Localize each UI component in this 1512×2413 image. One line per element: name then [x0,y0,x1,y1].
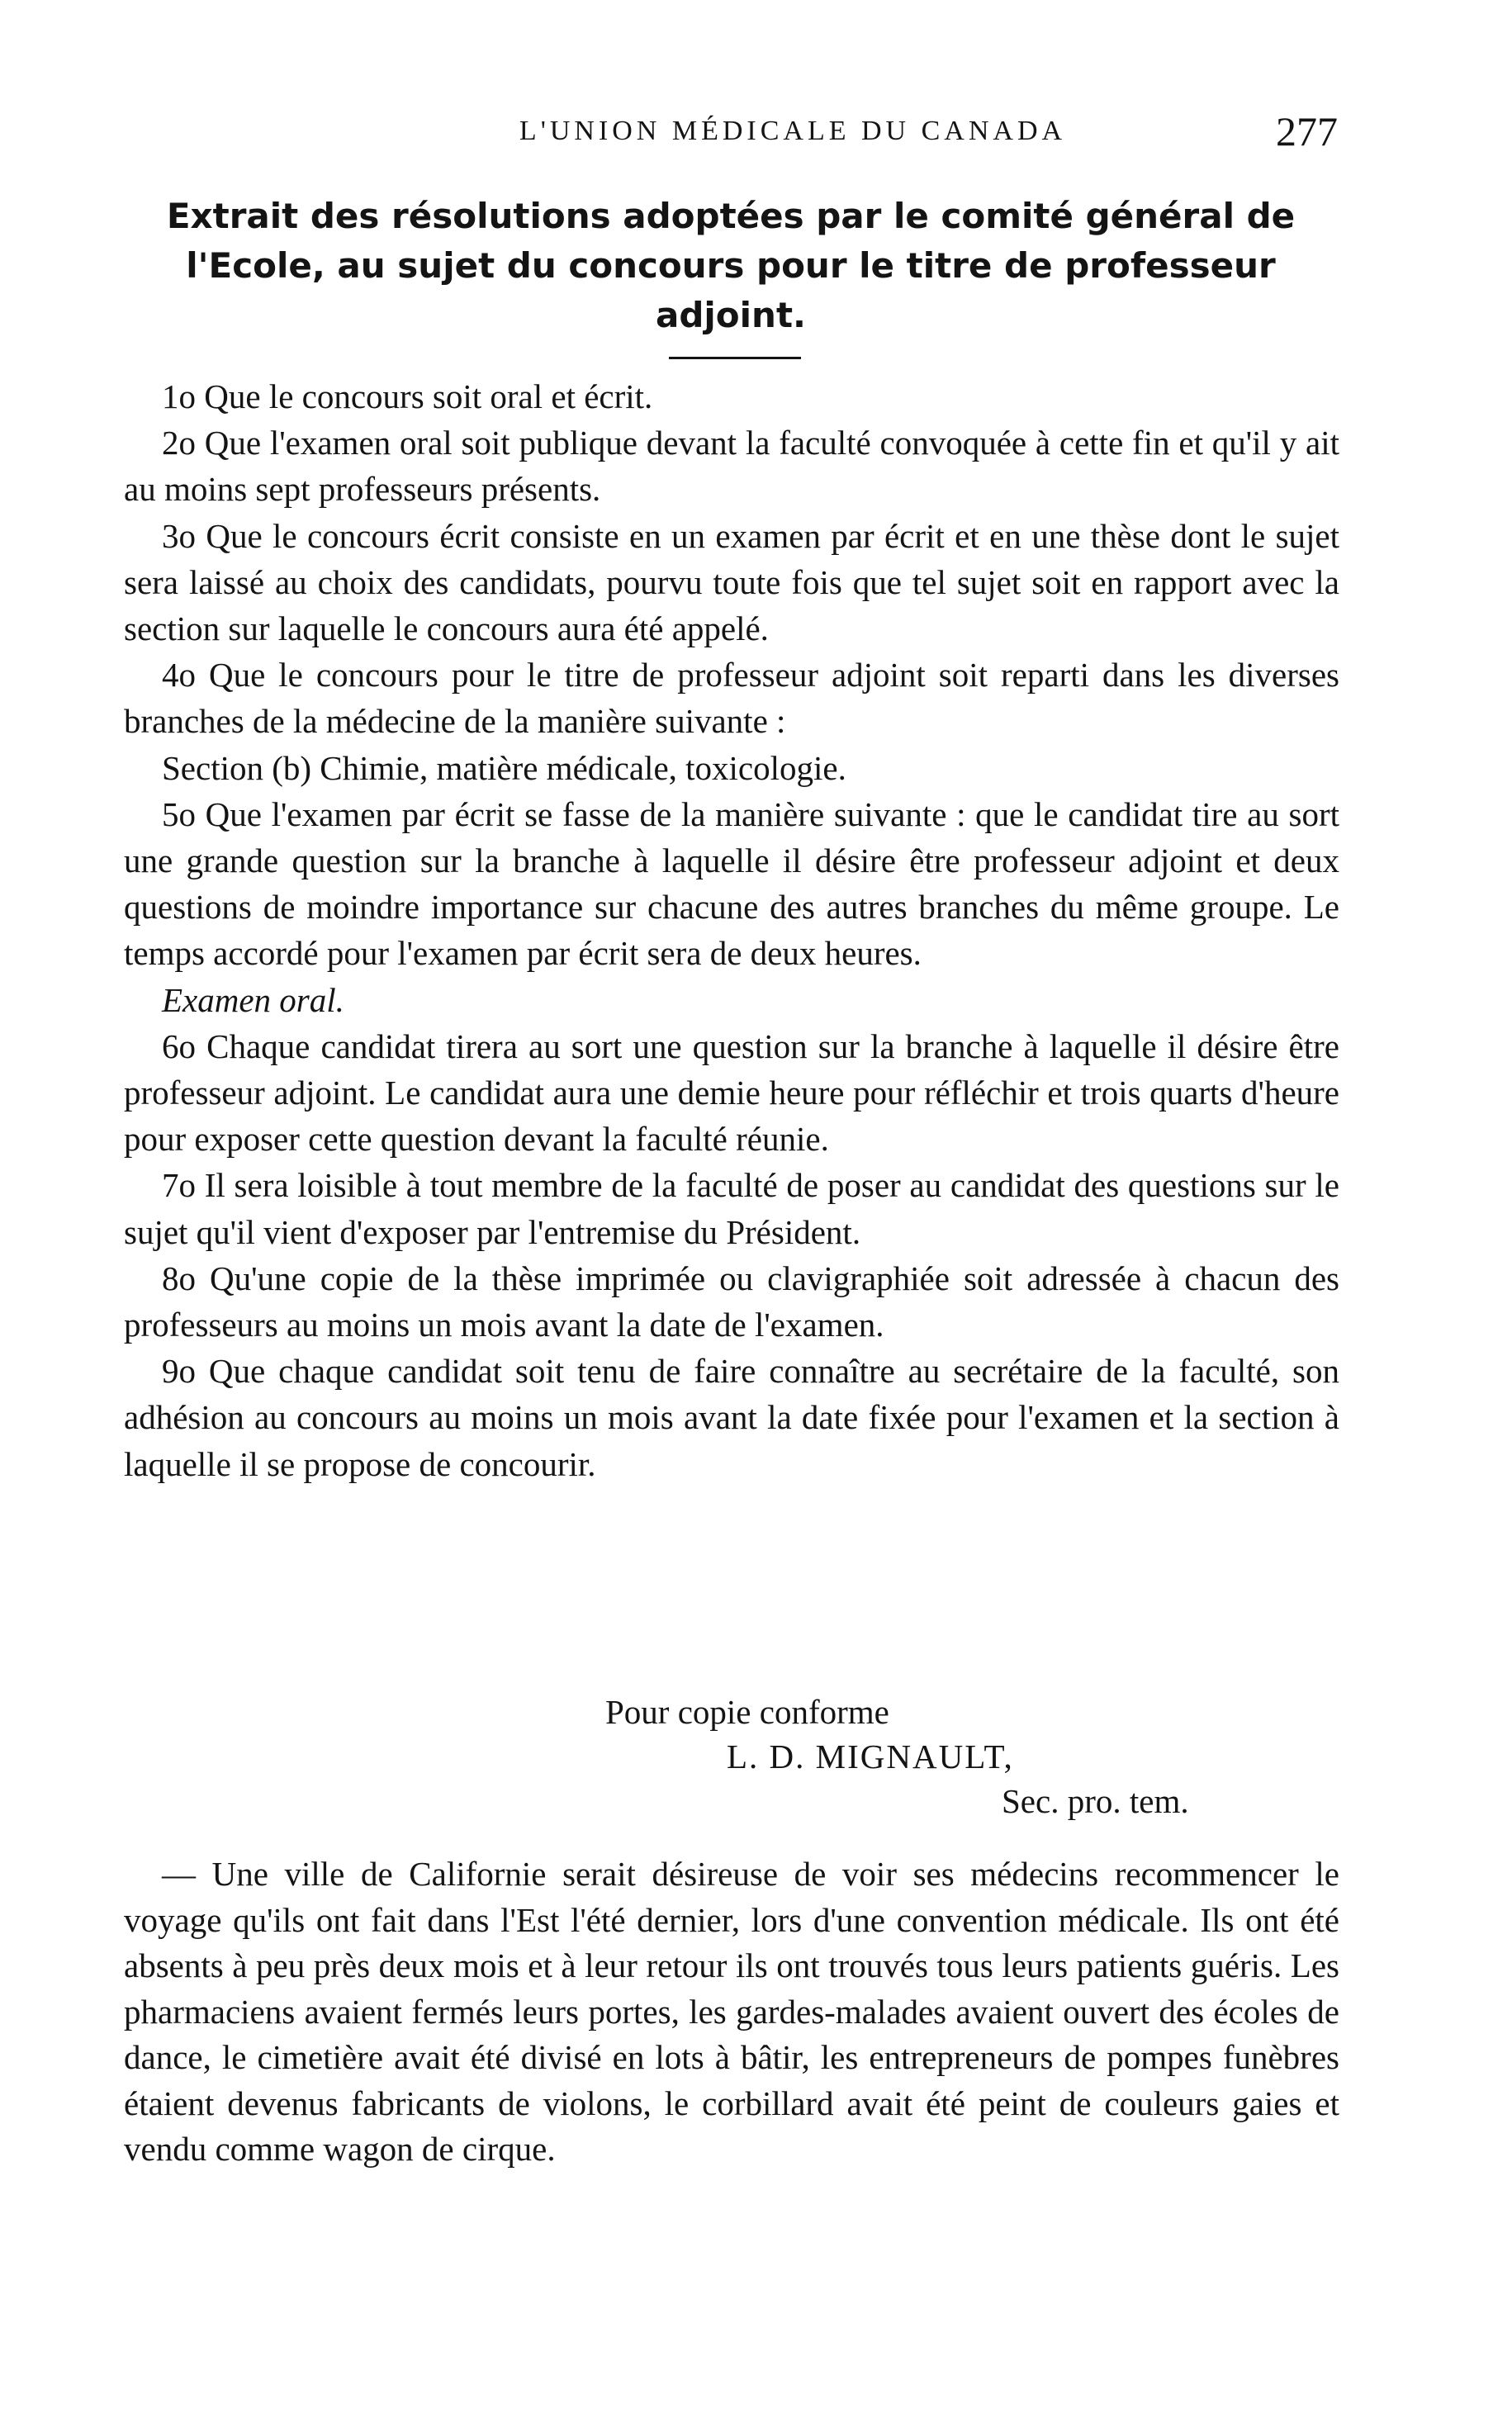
section-b-line: Section (b) Chimie, matière médicale, toxicologie. [162,748,846,787]
signatory-title: Sec. pro. tem. [1002,1782,1189,1820]
journal-title: L'UNION MÉDICALE DU CANADA [519,116,1067,146]
resolution-3: 3o Que le concours écrit consiste en un examen par écrit et en une thèse dont le sujet sera laissé au choix des candidats, pourvu toute fois que tel sujet soit en rapport avec la section sur laquelle le concours aura été appelé. [124,516,1339,648]
resolution-9: 9o Que chaque candidat soit tenu de faire connaître au secrétaire de la faculté, son adhésion au concours au moins un mois avant la date fixée pour l'examen et la section à laquelle il se propose de concourir. [124,1352,1339,1483]
examen-oral-subheading: Examen oral. [162,980,344,1019]
resolution-6: 6o Chaque candidat tirera au sort une question sur la branche à laquelle il désire être professeur adjoint. Le candidat aura une demie heure pour réfléchir et trois quarts d'heure pour exposer cette question devant la faculté réunie. [124,1026,1339,1159]
resolution-8: 8o Qu'une copie de la thèse imprimée ou clavigraphiée soit adressée à chacun des professeurs au moins un mois avant la date de l'examen. [124,1259,1339,1344]
page-number: 277 [1276,108,1338,154]
resolution-4: 4o Que le concours pour le titre de professeur adjoint soit reparti dans les diverses branches de la médecine de la manière suivante : [124,656,1339,741]
news-paragraph: — Une ville de Californie serait désireuse de voir ses médecins recommencer le voyage qu'ils ont fait dans l'Est l'été dernier, lors d'une convention médicale. Ils ont été absents à peu près deux mois et à leur retour ils ont trouvés tous leurs patients guéris. Les pharmaciens avaient fermés leurs portes, les gardes-malades avaient ouvert des écoles de dance, le cimetière avait été divisé en lots à bâtir, les entrepreneurs de pompes funèbres étaient devenus fabricants de violons, le corbillard avait été peint de couleurs gaies et vendu comme wagon de cirque. [124,1855,1339,2168]
signature-block [124,1690,1339,1823]
signatory-name: L. D. MIGNAULT, [727,1737,1014,1775]
news-item [124,1851,1339,2173]
resolution-5: 5o Que l'examen par écrit se fasse de la manière suivante : que le candidat tire au sort une grande question sur la branche à laquelle il désire être professeur adjoint et deux questions de moindre importance sur chacune des autres branches du même groupe. Le temps accordé pour l'examen par écrit sera de deux heures. [124,794,1339,973]
resolutions-list [124,373,1339,1487]
heading-divider [669,357,801,359]
resolution-2: 2o Que l'examen oral soit publique devant la faculté convoquée à cette fin et qu'il y ait au moins sept professeurs présents. [124,424,1339,509]
copy-conforme-line: Pour copie conforme [605,1693,889,1731]
section-heading: Extrait des résolutions adoptées par le comité général de l'Ecole, au sujet du concours pour le titre de professeur adjoint. [166,196,1296,335]
running-header [124,108,1338,165]
resolution-7: 7o Il sera loisible à tout membre de la faculté de poser au candidat des questions sur le sujet qu'il vient d'exposer par l'entremise du Président. [124,1166,1339,1251]
resolution-1: 1o Que le concours soit oral et écrit. [162,377,653,415]
